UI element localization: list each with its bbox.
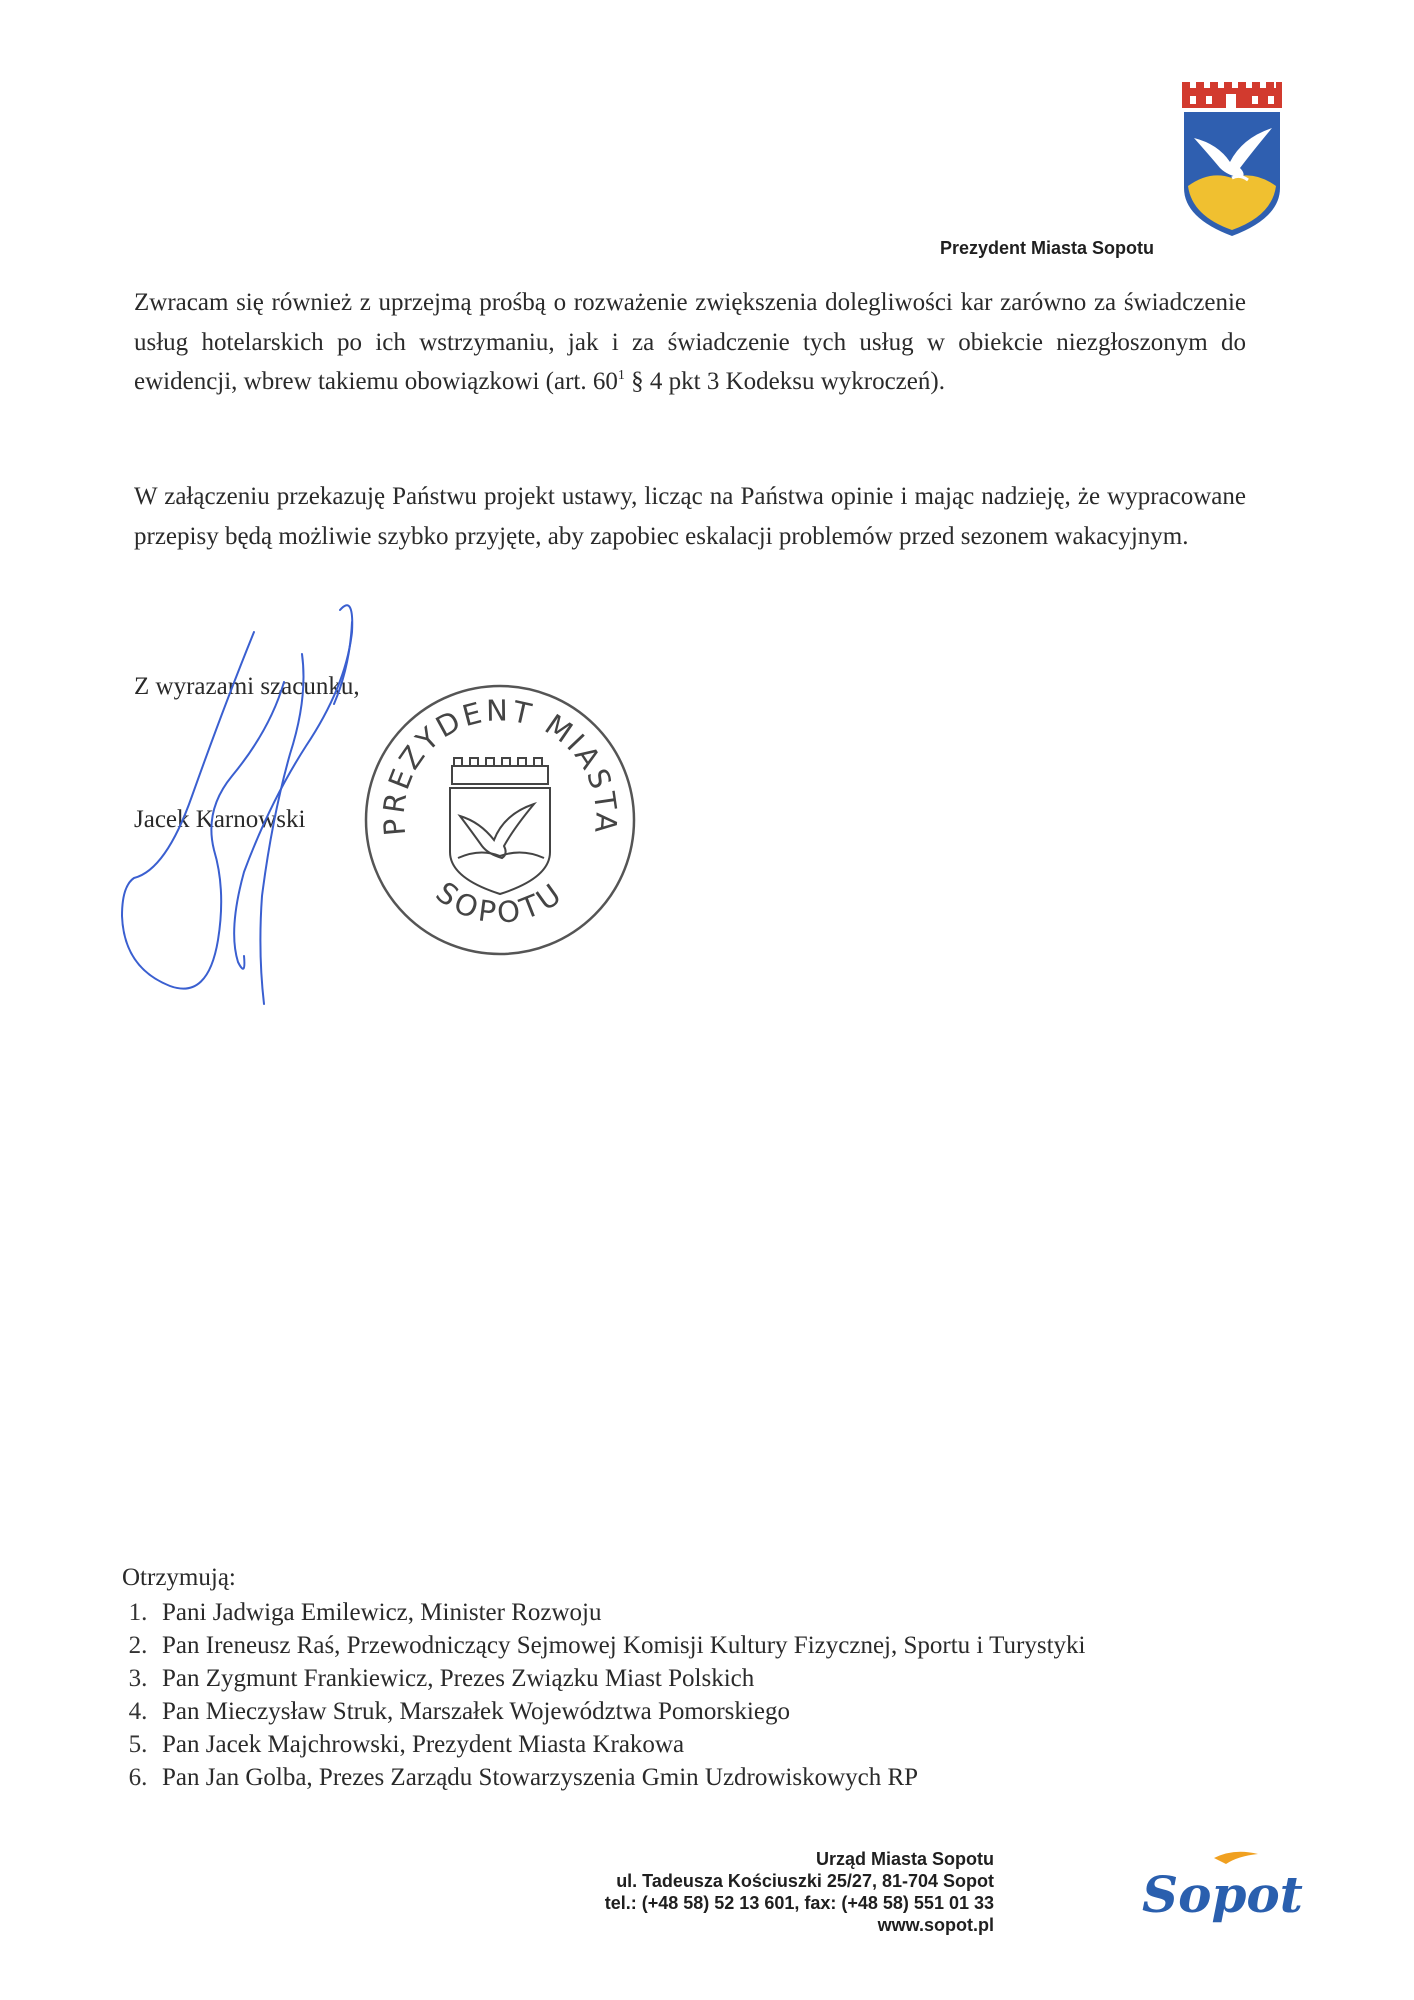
svg-text:Sopot: Sopot [1142, 1865, 1303, 1924]
list-item: 5. Pan Jacek Majchrowski, Prezydent Miasta Krakowa [128, 1731, 685, 1758]
list-item: 2. Pan Ireneusz Raś, Przewodniczący Sejmowej Komisji Kultury Fizycznej, Sportu i Turystyki [128, 1632, 1086, 1659]
list-item: 6. Pan Jan Golba, Prezes Zarządu Stowarzyszenia Gmin Uzdrowiskowych RP [128, 1764, 919, 1791]
signer-name: Jacek Karnowski [134, 806, 306, 833]
footer-contact [540, 1848, 994, 1936]
handwritten-signature [120, 596, 460, 1010]
recipients-list [114, 1596, 1086, 1794]
recipients-heading: Otrzymują: [122, 1564, 236, 1591]
footer-phone: tel.: (+48 58) 52 13 601, fax: (+48 58) 551 01 33 [604, 1893, 994, 1913]
stamp-bottom-text: SOPOTU [429, 874, 571, 931]
sopot-coat-of-arms-icon [1180, 78, 1284, 238]
sopot-logo-icon [1142, 1846, 1303, 1924]
closing-line: Z wyrazami szacunku, [134, 673, 360, 700]
footer-address: ul. Tadeusza Kościuszki 25/27, 81-704 Sopot [616, 1871, 994, 1891]
footer-office: Urząd Miasta Sopotu [815, 1849, 994, 1869]
list-item: 3. Pan Zygmunt Frankiewicz, Prezes Związku Miast Polskich [128, 1665, 755, 1692]
list-item: 4. Pan Mieczysław Struk, Marszałek Województwa Pomorskiego [128, 1698, 790, 1725]
stamp-top-text: PREZYDENT MIASTA [376, 693, 624, 838]
letter-paragraph-1: Zwracam się również z uprzejmą prośbą o rozważenie zwiększenia dolegliwości kar zarówno za świadczenie usług hotelarskich po ich wstrzymaniu, jak i za świadczenie tych usług w obiekcie niezgłoszonym do ewidencji, wbrew takiemu obowiązkowi (art. $60^1$ § 4 pkt 3 Kodeksu wykroczeń). [134, 289, 1246, 395]
header-sender-title: Prezydent Miasta Sopotu [940, 238, 1155, 258]
letter-paragraph-2: W załączeniu przekazuję Państwu projekt ustawy, licząc na Państwa opinie i mając nadzieję, że wypracowane przepisy będą możliwie szybko przyjęte, aby zapobiec eskalacji problemów przed sezonem wakacyjnym. [134, 483, 1246, 550]
footer-website: www.sopot.pl [877, 1915, 994, 1935]
list-item: 1. Pani Jadwiga Emilewicz, Minister Rozwoju [128, 1599, 602, 1626]
